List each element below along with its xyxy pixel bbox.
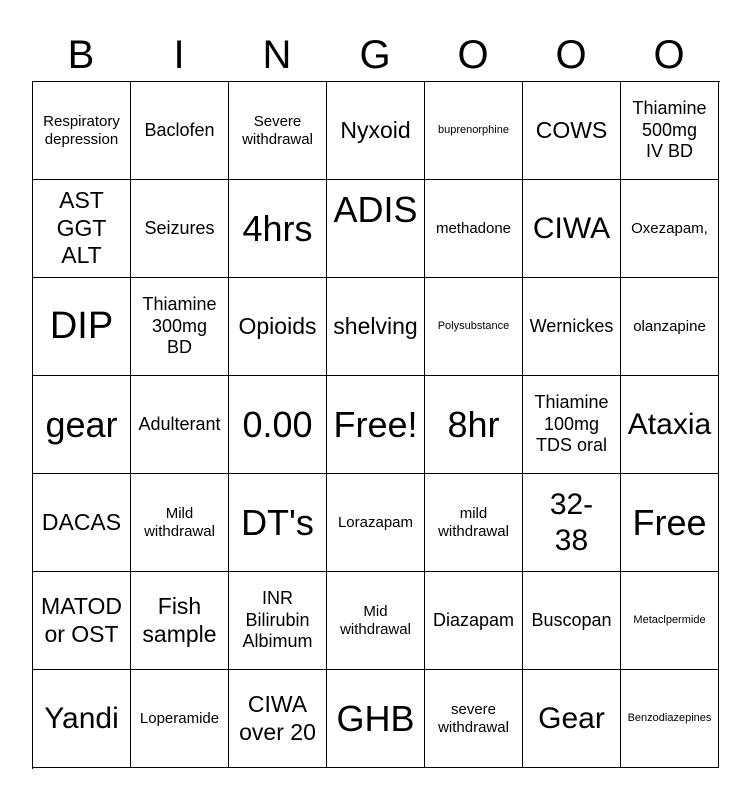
bingo-cell[interactable]: [425, 180, 523, 278]
cell-text: Severe withdrawal: [242, 112, 313, 148]
bingo-cell[interactable]: [425, 278, 523, 376]
bingo-cell[interactable]: [229, 82, 327, 180]
bingo-cell[interactable]: [33, 82, 131, 180]
cell-text: AST GGT ALT: [56, 187, 107, 269]
cell-text: Mild withdrawal: [144, 504, 215, 540]
bingo-cell[interactable]: [131, 474, 229, 572]
bingo-cell[interactable]: [327, 572, 425, 670]
bingo-card: [32, 81, 720, 769]
cell-text: Thiamine 300mg BD: [142, 294, 217, 358]
bingo-cell[interactable]: [425, 376, 523, 474]
bingo-cell[interactable]: [523, 670, 621, 768]
bingo-cell[interactable]: [33, 670, 131, 768]
cell-text: Respiratory depression: [43, 112, 120, 148]
bingo-cell[interactable]: [425, 82, 523, 180]
cell-text: Buscopan: [531, 609, 612, 630]
bingo-cell[interactable]: [621, 180, 719, 278]
cell-text: Thiamine 500mg IV BD: [632, 98, 707, 162]
cell-text: Baclofen: [144, 119, 215, 140]
cell-text: GHB: [336, 697, 415, 739]
cell-text: Yandi: [44, 701, 119, 735]
bingo-cell[interactable]: [33, 278, 131, 376]
cell-text: DACAS: [41, 508, 122, 535]
cell-text: 32- 38: [549, 487, 594, 557]
bingo-cell[interactable]: [327, 376, 425, 474]
cell-text: severe withdrawal: [438, 700, 509, 736]
cell-text: Polysubstance: [437, 319, 510, 332]
bingo-cell[interactable]: [131, 572, 229, 670]
cell-text: shelving: [333, 312, 418, 339]
bingo-cell[interactable]: [425, 670, 523, 768]
cell-text: Adulterant: [138, 413, 221, 434]
header-letter-b: B: [67, 33, 95, 77]
cell-text: Loperamide: [139, 709, 220, 727]
cell-text: Nyxoid: [340, 116, 411, 143]
header-letter-o-1: O: [457, 33, 489, 77]
bingo-cell[interactable]: [327, 278, 425, 376]
cell-text: Gear: [538, 701, 605, 735]
bingo-cell[interactable]: [327, 180, 425, 278]
bingo-cell[interactable]: [523, 180, 621, 278]
bingo-cell[interactable]: [229, 376, 327, 474]
bingo-cell[interactable]: [229, 474, 327, 572]
bingo-header: [32, 28, 718, 82]
cell-text: Thiamine 100mg TDS oral: [534, 392, 609, 456]
bingo-cell[interactable]: [523, 572, 621, 670]
bingo-cell[interactable]: [131, 180, 229, 278]
bingo-cell[interactable]: [621, 670, 719, 768]
cell-text: Free!: [333, 403, 418, 445]
bingo-cell[interactable]: [523, 278, 621, 376]
bingo-cell[interactable]: [229, 278, 327, 376]
bingo-cell[interactable]: [327, 670, 425, 768]
cell-text: Lorazapam: [337, 513, 414, 531]
cell-text: DT's: [241, 501, 314, 543]
bingo-cell[interactable]: [621, 474, 719, 572]
cell-text: Oxezapam,: [631, 219, 708, 237]
cell-text: 8hr: [447, 403, 500, 445]
bingo-cell[interactable]: [229, 572, 327, 670]
cell-text: methadone: [435, 219, 512, 237]
bingo-cell[interactable]: [229, 180, 327, 278]
cell-text: MATOD or OST: [41, 592, 122, 647]
cell-text: Metaclpermide: [633, 613, 706, 626]
header-letter-o-3: O: [653, 33, 685, 77]
bingo-cell[interactable]: [327, 474, 425, 572]
bingo-cell[interactable]: [131, 82, 229, 180]
bingo-cell[interactable]: [33, 376, 131, 474]
cell-text: olanzapine: [633, 317, 706, 335]
bingo-cell[interactable]: [621, 376, 719, 474]
cell-text: Opioids: [238, 312, 317, 339]
cell-text: CIWA: [532, 211, 611, 245]
bingo-cell[interactable]: [621, 572, 719, 670]
cell-text: mild withdrawal: [438, 504, 509, 540]
bingo-cell[interactable]: [425, 572, 523, 670]
bingo-cell[interactable]: [621, 82, 719, 180]
header-letter-n: N: [262, 33, 292, 77]
cell-text: Mid withdrawal: [340, 602, 411, 638]
bingo-cell[interactable]: [425, 474, 523, 572]
cell-text: 0.00: [242, 403, 313, 445]
bingo-cell[interactable]: [33, 180, 131, 278]
cell-text: Ataxia: [627, 407, 712, 441]
bingo-cell[interactable]: [131, 278, 229, 376]
cell-text: Free: [632, 501, 707, 543]
cell-text: Fish sample: [142, 592, 217, 647]
bingo-cell[interactable]: [229, 670, 327, 768]
header-letter-i: I: [173, 33, 185, 77]
bingo-cell[interactable]: [131, 670, 229, 768]
cell-text: ADIS: [333, 189, 418, 230]
bingo-cell[interactable]: [33, 572, 131, 670]
cell-text: Diazapam: [432, 609, 515, 630]
cell-text: gear: [45, 403, 118, 445]
cell-text: Wernickes: [529, 315, 614, 336]
cell-text: buprenorphine: [438, 123, 509, 136]
header-letter-g: G: [359, 33, 391, 77]
bingo-cell[interactable]: [131, 376, 229, 474]
cell-text: INR Bilirubin Albimum: [242, 588, 313, 652]
cell-text: Benzodiazepines: [627, 711, 712, 724]
bingo-cell[interactable]: [523, 474, 621, 572]
cell-text: Seizures: [144, 217, 215, 238]
bingo-cell[interactable]: [33, 474, 131, 572]
cell-text: COWS: [535, 116, 608, 143]
bingo-cell[interactable]: [327, 82, 425, 180]
bingo-cell[interactable]: [621, 278, 719, 376]
cell-text: DIP: [49, 304, 114, 347]
cell-text: CIWA over 20: [239, 690, 316, 745]
bingo-cell[interactable]: [523, 82, 621, 180]
bingo-cell[interactable]: [523, 376, 621, 474]
cell-text: 4hrs: [242, 207, 313, 249]
header-letter-o-2: O: [555, 33, 587, 77]
